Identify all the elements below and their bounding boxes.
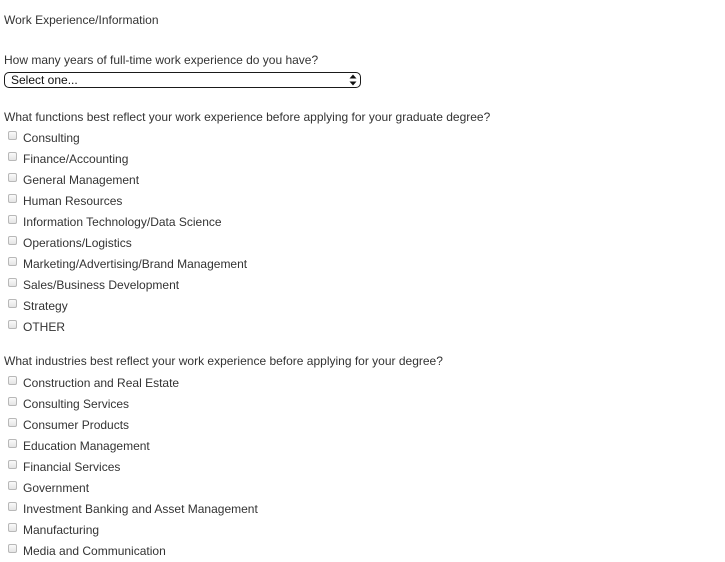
select-value: Select one... [11, 73, 78, 87]
list-item [0, 191, 700, 212]
option-label: OTHER [23, 320, 65, 334]
option-label: Finance/Accounting [23, 152, 129, 166]
industry-checkbox-education-management[interactable] [8, 439, 17, 448]
list-item [0, 275, 700, 296]
list-item [0, 170, 700, 191]
function-checkbox-sales[interactable] [8, 278, 17, 287]
option-label: Financial Services [23, 460, 121, 474]
list-item [0, 520, 700, 541]
function-checkbox-finance-accounting[interactable] [8, 152, 17, 161]
function-checkbox-other[interactable] [8, 320, 17, 329]
list-item [0, 415, 700, 436]
list-item [0, 254, 700, 275]
option-label: Construction and Real Estate [23, 376, 180, 390]
option-label: Media and Communication [23, 544, 166, 558]
list-item [0, 541, 700, 562]
industry-checkbox-manufacturing[interactable] [8, 523, 17, 532]
option-label: Government [23, 481, 90, 495]
years-question-label: How many years of full-time work experience do you have? [4, 53, 319, 67]
up-down-arrows-icon [349, 74, 357, 86]
option-label: Consulting Services [23, 397, 130, 411]
functions-options-list [0, 128, 700, 338]
function-checkbox-it-data-science[interactable] [8, 215, 17, 224]
list-item [0, 478, 700, 499]
industry-checkbox-consulting-services[interactable] [8, 397, 17, 406]
industry-checkbox-consumer-products[interactable] [8, 418, 17, 427]
option-label: Strategy [23, 299, 68, 313]
list-item [0, 149, 700, 170]
list-item [0, 499, 700, 520]
option-label: Operations/Logistics [23, 236, 132, 250]
section-title: Work Experience/Information [4, 13, 159, 27]
industry-checkbox-investment-banking[interactable] [8, 502, 17, 511]
industry-checkbox-government[interactable] [8, 481, 17, 490]
list-item [0, 296, 700, 317]
option-label: Consumer Products [23, 418, 130, 432]
option-label: Sales/Business Development [23, 278, 180, 292]
list-item [0, 457, 700, 478]
option-label: Information Technology/Data Science [23, 215, 222, 229]
function-checkbox-human-resources[interactable] [8, 194, 17, 203]
option-label: General Management [23, 173, 140, 187]
option-label: Human Resources [23, 194, 123, 208]
list-item [0, 128, 700, 149]
function-checkbox-strategy[interactable] [8, 299, 17, 308]
industries-question-label: What industries best reflect your work experience before applying for your degree? [4, 354, 443, 368]
option-label: Consulting [23, 131, 80, 145]
function-checkbox-consulting[interactable] [8, 131, 17, 140]
function-checkbox-marketing[interactable] [8, 257, 17, 266]
list-item [0, 394, 700, 415]
years-experience-select[interactable] [4, 72, 361, 88]
industry-checkbox-financial-services[interactable] [8, 460, 17, 469]
option-label: Investment Banking and Asset Management [23, 502, 258, 516]
list-item [0, 436, 700, 457]
option-label: Manufacturing [23, 523, 100, 537]
list-item [0, 212, 700, 233]
option-label: Marketing/Advertising/Brand Management [23, 257, 248, 271]
list-item [0, 317, 700, 338]
option-label: Education Management [23, 439, 150, 453]
list-item [0, 373, 700, 394]
industry-checkbox-construction-real-estate[interactable] [8, 376, 17, 385]
functions-question-label: What functions best reflect your work experience before applying for your graduate degree? [4, 110, 491, 124]
industries-options-list [0, 373, 700, 562]
function-checkbox-general-management[interactable] [8, 173, 17, 182]
function-checkbox-operations-logistics[interactable] [8, 236, 17, 245]
list-item [0, 233, 700, 254]
industry-checkbox-media-communication[interactable] [8, 544, 17, 553]
